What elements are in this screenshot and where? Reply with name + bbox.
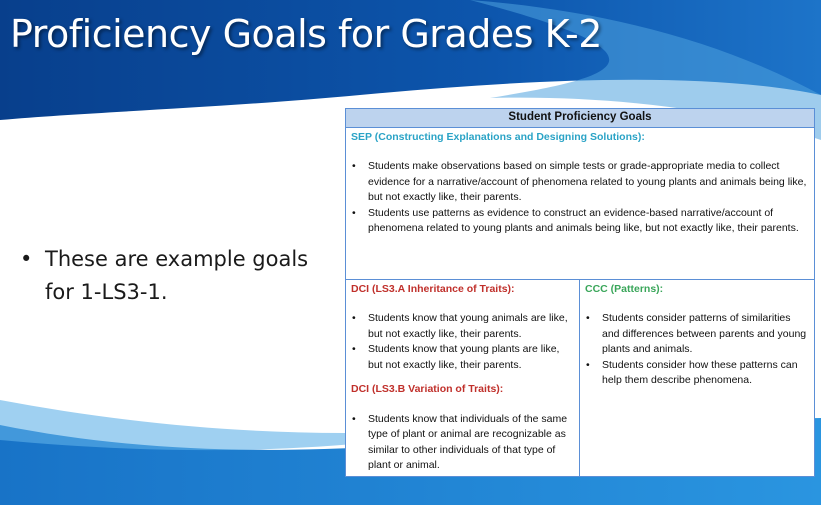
ccc-list: [585, 311, 810, 389]
sep-list: [351, 159, 810, 237]
ccc-cell: [580, 279, 815, 476]
sep-cell: [346, 127, 815, 279]
dci-b-list: [351, 412, 575, 474]
list-item: • Students know that young animals are like, but not exactly like, their parents.: [351, 311, 573, 342]
bullet-dot: •: [20, 247, 33, 271]
list-item: • Students know that individuals of the same type of plant or animal are recognizable as similar to other individuals of that type of plant or animal.: [351, 412, 573, 474]
list-item: • Students use patterns as evidence to construct an evidence-based narrative/account of phenomena related to young plants and animals being like, but not exactly like, their parents.: [351, 206, 808, 237]
page-title: Proficiency Goals for Grades K-2: [10, 12, 602, 56]
ccc-label: CCC (Patterns):: [585, 282, 664, 295]
list-item: • Students make observations based on simple tests or grade-appropriate media to collect evidence for a narrative/account of phenomena related to young plants and animals being like, but not exactly like, their parents.: [351, 159, 808, 206]
bullet-text: [20, 243, 340, 309]
list-item: • Students consider how these patterns can help them describe phenomena.: [585, 358, 808, 389]
dci-a-list: [351, 311, 575, 373]
sep-label: SEP (Constructing Explanations and Designing Solutions):: [351, 130, 645, 143]
proficiency-goals-table: [345, 108, 815, 477]
list-item: • Students know that young plants are like, but not exactly like, their parents.: [351, 342, 573, 373]
list-item: • Students consider patterns of similarities and differences between parents and young plants and animals.: [585, 311, 808, 358]
table-header: Student Proficiency Goals: [346, 109, 815, 128]
dci-a-label: DCI (LS3.A Inheritance of Traits):: [351, 282, 515, 295]
dci-b-label: DCI (LS3.B Variation of Traits):: [351, 383, 504, 395]
dci-cell: [346, 279, 580, 476]
bullet-label: These are example goals for 1-LS3-1.: [45, 247, 309, 304]
